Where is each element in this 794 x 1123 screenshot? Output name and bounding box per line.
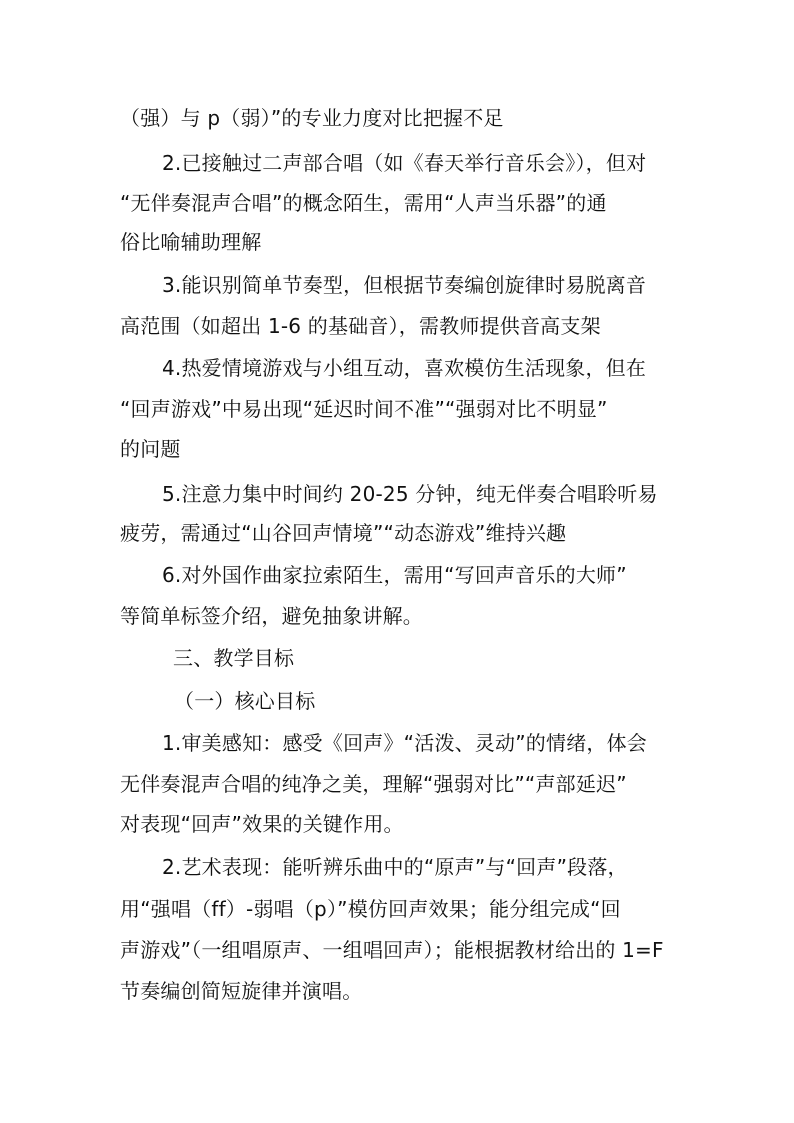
text-line: “回声游戏”中易出现“延迟时间不准”“强弱对比不明显” <box>120 397 608 421</box>
text-line: 等简单标签介绍，避免抽象讲解。 <box>120 604 423 628</box>
section-heading: 三、教学目标 <box>173 646 295 670</box>
text-line: 6.对外国作曲家拉索陌生，需用“写回声音乐的大师” <box>162 563 627 587</box>
text-line: 3.能识别简单节奏型，但根据节奏编创旋律时易脱离音 <box>162 273 647 297</box>
text-line: 4.热爱情境游戏与小组互动，喜欢模仿生活现象，但在 <box>162 356 647 380</box>
text-line: 2.艺术表现：能听辨乐曲中的“原声”与“回声”段落， <box>162 855 628 879</box>
text-line: 无伴奏混声合唱的纯净之美，理解“强弱对比”“声部延迟” <box>120 772 627 796</box>
text-line: 对表现“回声”效果的关键作用。 <box>120 812 404 836</box>
text-line: 的问题 <box>120 437 181 461</box>
text-line: 高范围（如超出 1-6 的基础音），需教师提供音高支架 <box>120 314 601 338</box>
text-line: “无伴奏混声合唱”的概念陌生，需用“人声当乐器”的通 <box>120 191 607 215</box>
text-line: 节奏编创简短旋律并演唱。 <box>120 979 363 1003</box>
text-line: 俗比喻辅助理解 <box>120 230 262 254</box>
text-line: 疲劳，需通过“山谷回声情境”“动态游戏”维持兴趣 <box>120 521 567 545</box>
text-line: 声游戏”（一组唱原声、一组唱回声）；能根据教材给出的 1=F <box>120 938 664 962</box>
text-line: （强）与 p（弱）”的专业力度对比把握不足 <box>120 106 504 130</box>
subsection-heading: （一）核心目标 <box>174 689 316 713</box>
text-line: 5.注意力集中时间约 20-25 分钟，纯无伴奏合唱聆听易 <box>162 482 658 506</box>
text-line: 用“强唱（ff）-弱唱（p）”模仿回声效果；能分组完成“回 <box>120 897 621 921</box>
text-line: 1.审美感知：感受《回声》“活泼、灵动”的情绪，体会 <box>162 731 648 755</box>
text-line: 2.已接触过二声部合唱（如《春天举行音乐会》），但对 <box>162 151 647 175</box>
